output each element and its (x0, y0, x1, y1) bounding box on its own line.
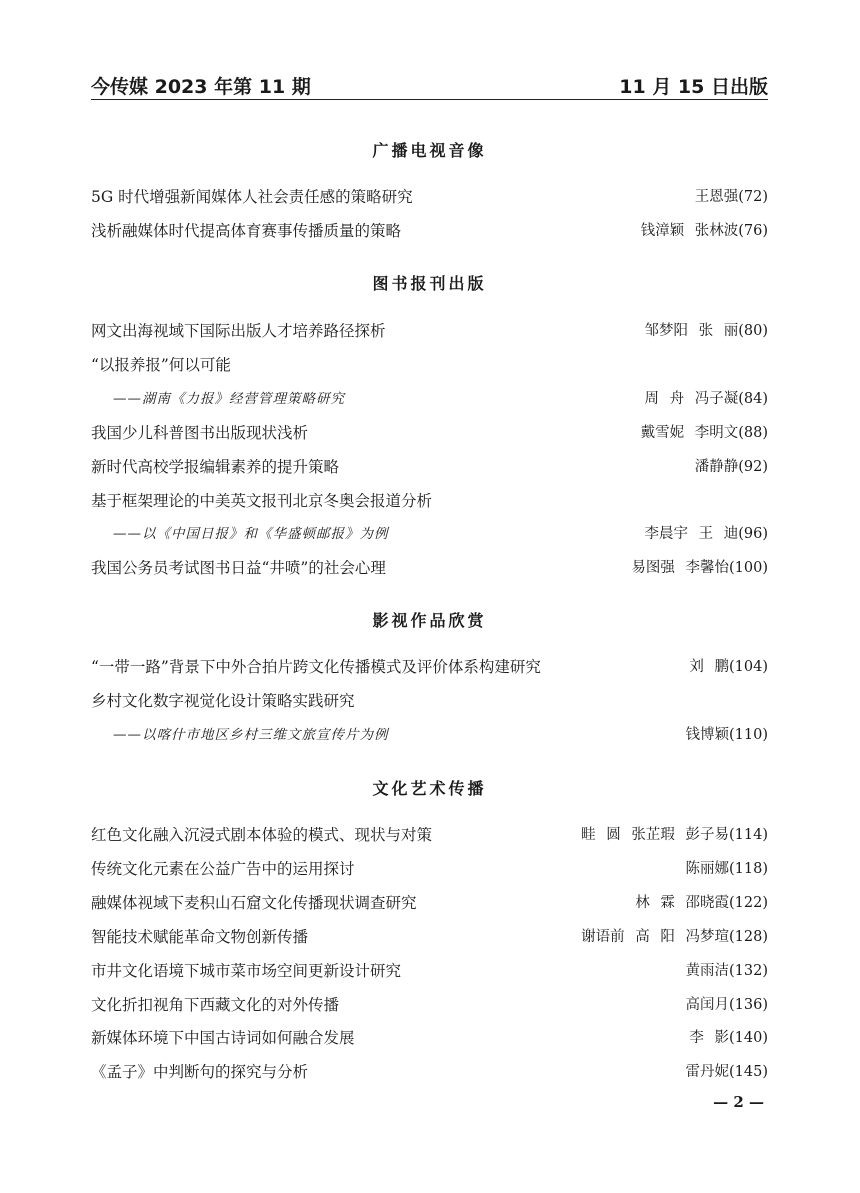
entry-authors-page: 林 霖 邵晓霞(122) (635, 894, 768, 911)
page-number: — 2 — (713, 1093, 764, 1111)
entry-authors-page: 谢语前 高 阳 冯梦瑄(128) (581, 928, 768, 945)
toc-entry (91, 924, 768, 950)
entry-authors-page: 陈丽娜(118) (685, 860, 768, 877)
toc-entry-subtitle-row (91, 722, 768, 748)
toc-entry (91, 958, 768, 984)
toc-entry (91, 318, 768, 344)
entry-title: 浅析融媒体时代提高体育赛事传播质量的策略 (91, 221, 402, 240)
section-title: 文化艺术传播 (372, 779, 487, 798)
publication-date-header: 11 月 15 日出版 (619, 76, 768, 98)
entry-title: 我国少儿科普图书出版现状浅析 (91, 423, 309, 442)
toc-entry (91, 184, 768, 210)
entry-authors-page: 黄雨洁(132) (685, 962, 768, 979)
toc-entry (91, 688, 768, 714)
entry-title: 传统文化元素在公益广告中的运用探讨 (91, 859, 355, 878)
entry-subtitle: ——以《中国日报》和《华盛顿邮报》为例 (113, 526, 389, 543)
entry-authors-page: 刘 鹏(104) (689, 659, 768, 675)
header-rule (91, 99, 768, 100)
entry-title: 5G 时代增强新闻媒体人社会责任感的策略研究 (91, 188, 413, 206)
entry-title: 《孟子》中判断句的探究与分析 (91, 1063, 309, 1082)
entry-title: 我国公务员考试图书日益“井喷”的社会心理 (91, 559, 386, 578)
toc-entry (91, 1059, 768, 1085)
entry-authors-page: 钱博颖(110) (685, 726, 768, 743)
section-title: 广播电视音像 (372, 141, 487, 160)
entry-authors-page: 易图强 李馨怡(100) (631, 560, 768, 577)
entry-authors-page: 钱漳颖 张林波(76) (640, 222, 768, 239)
entry-title: 智能技术赋能革命文物创新传播 (91, 927, 309, 946)
toc-entry-subtitle-row (91, 521, 768, 547)
entry-title: 融媒体视域下麦积山石窟文化传播现状调查研究 (91, 893, 417, 912)
toc-entry (91, 420, 768, 446)
entry-authors-page: 畦 圆 张芷瑕 彭子易(114) (581, 827, 768, 843)
entry-title: 新媒体环境下中国古诗词如何融合发展 (91, 1029, 355, 1048)
entry-title: 文化折扣视角下西藏文化的对外传播 (91, 995, 340, 1014)
entry-authors-page: 李 影(140) (689, 1030, 768, 1047)
entry-title: 基于框架理论的中美英文报刊北京冬奥会报道分析 (91, 491, 433, 510)
entry-title: 新时代高校学报编辑素养的提升策略 (91, 457, 340, 476)
toc-entry (91, 218, 768, 244)
entry-authors-page: 雷丹妮(145) (685, 1064, 768, 1081)
entry-authors-page: 戴雪妮 李明文(88) (640, 424, 768, 441)
section-title: 影视作品欣赏 (372, 611, 487, 630)
toc-entry (91, 856, 768, 882)
toc-entry (91, 352, 768, 378)
entry-title: “以报养报”何以可能 (91, 355, 231, 374)
toc-entry (91, 890, 768, 916)
section-title: 图书报刊出版 (372, 274, 487, 293)
entry-authors-page: 邹梦阳 张 丽(80) (644, 323, 768, 339)
toc-entry (91, 992, 768, 1018)
entry-subtitle: ——以喀什市地区乡村三维文旅宣传片为例 (113, 726, 389, 743)
toc-entry (91, 654, 768, 680)
entry-authors-page: 高闰月(136) (685, 996, 768, 1013)
toc-entry (91, 555, 768, 581)
entry-authors-page: 潘静静(92) (694, 458, 768, 475)
entry-authors-page: 周 舟 冯子凝(84) (644, 390, 768, 407)
journal-issue-header: 今传媒 2023 年第 11 期 (91, 76, 311, 98)
entry-title: 红色文化融入沉浸式剧本体验的模式、现状与对策 (91, 826, 433, 844)
toc-entry (91, 1025, 768, 1051)
entry-subtitle: ——湖南《力报》经营管理策略研究 (113, 390, 345, 407)
toc-entry (91, 822, 768, 848)
toc-entry (91, 454, 768, 480)
entry-authors-page: 王恩强(72) (694, 189, 768, 205)
entry-authors-page: 李晨宇 王 迪(96) (644, 526, 768, 543)
entry-title: “一带一路”背景下中外合拍片跨文化传播模式及评价体系构建研究 (91, 658, 541, 676)
entry-title: 市井文化语境下城市菜市场空间更新设计研究 (91, 961, 402, 980)
toc-entry (91, 488, 768, 514)
entry-title: 乡村文化数字视觉化设计策略实践研究 (91, 691, 355, 710)
toc-entry-subtitle-row (91, 386, 768, 412)
entry-title: 网文出海视域下国际出版人才培养路径探析 (91, 322, 386, 340)
